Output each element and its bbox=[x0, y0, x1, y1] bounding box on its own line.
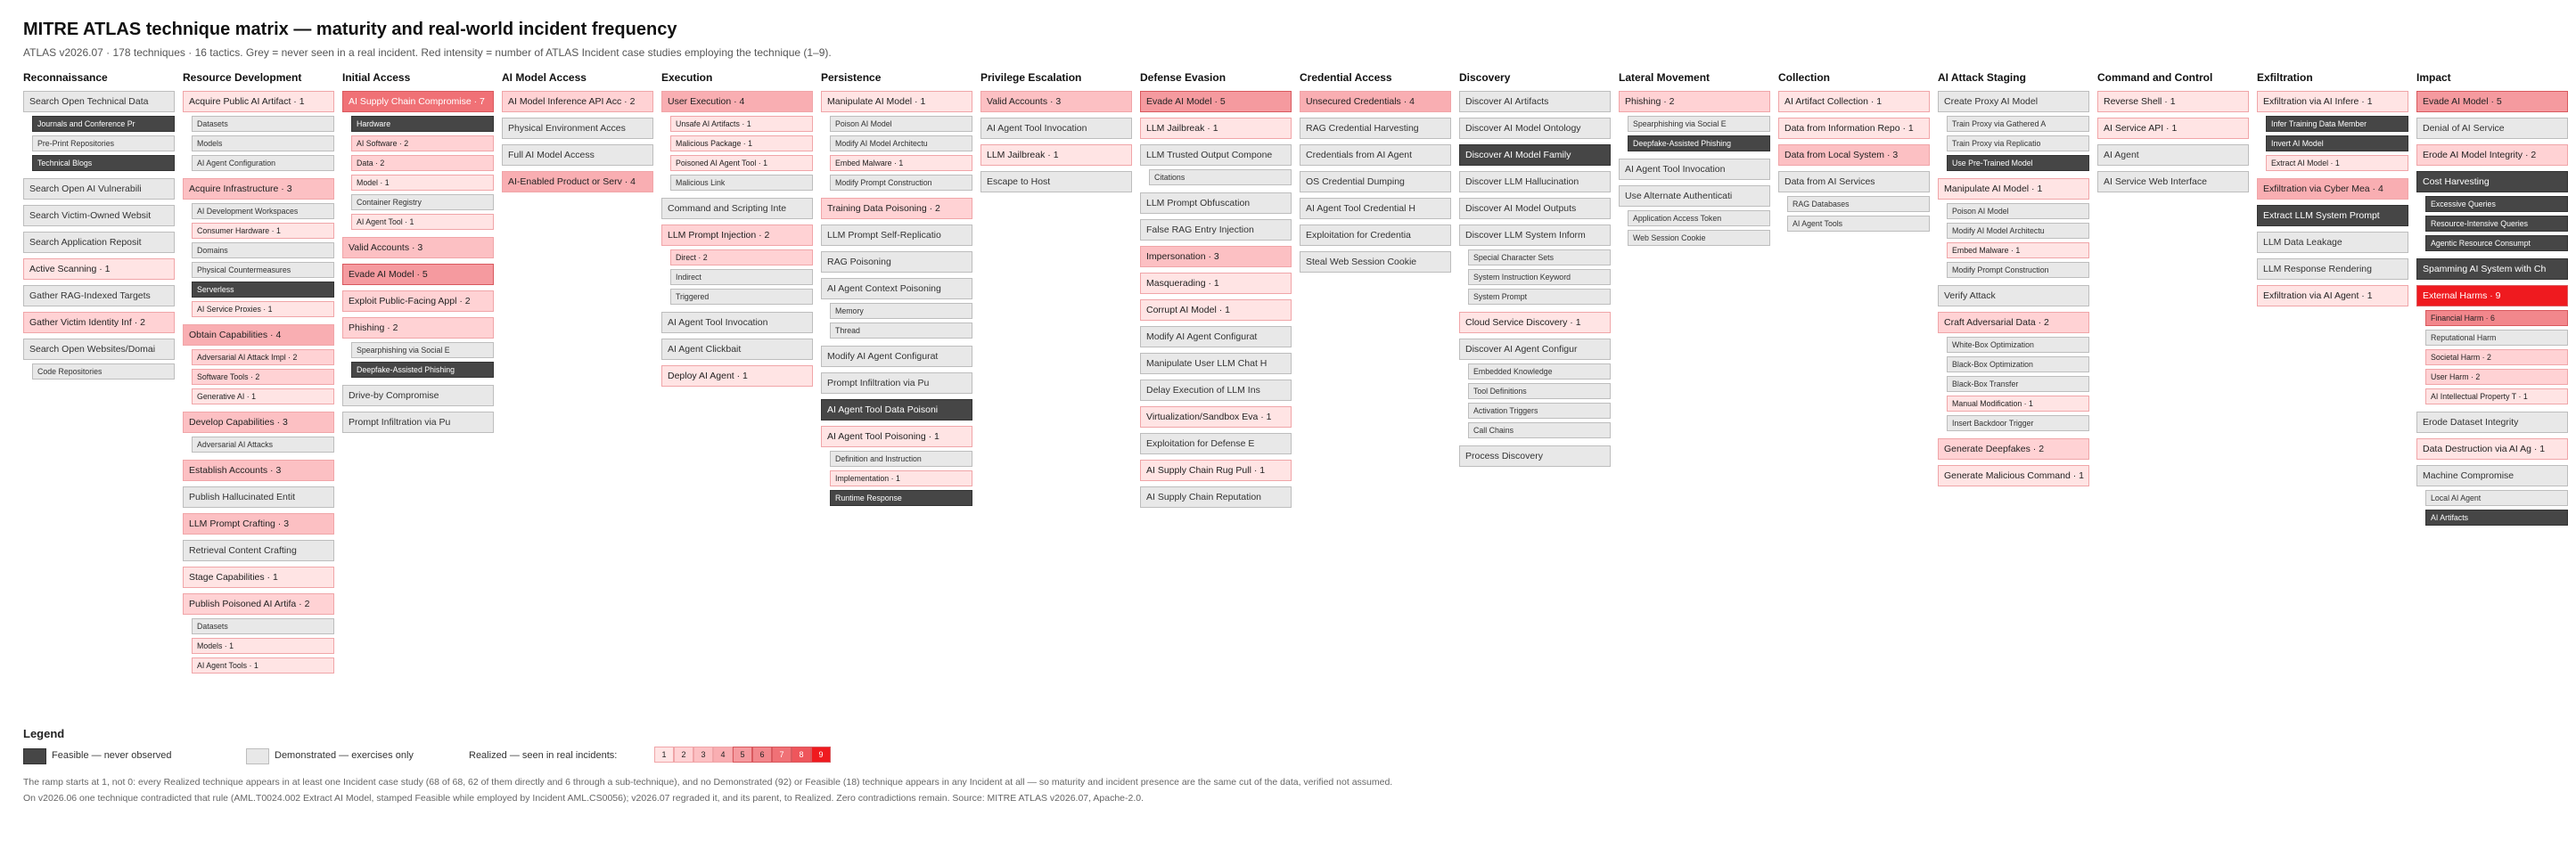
technique-cell: AI Agent Tool Data Poisoni bbox=[821, 399, 972, 420]
technique-cell: Exploitation for Defense E bbox=[1140, 433, 1292, 454]
tactic-header: Privilege Escalation bbox=[980, 71, 1082, 84]
subtechnique-cell: Direct · 2 bbox=[670, 249, 813, 265]
subtechnique-cell: AI Agent Configuration bbox=[192, 155, 334, 171]
technique-cell: Evade AI Model · 5 bbox=[2416, 91, 2568, 112]
subtechnique-cell: Agentic Resource Consumpt bbox=[2425, 235, 2568, 251]
subtechnique-cell: Consumer Hardware · 1 bbox=[192, 223, 334, 239]
tactic-header: Discovery bbox=[1459, 71, 1511, 84]
tactic-header: Exfiltration bbox=[2257, 71, 2313, 84]
footnote-2: On v2026.06 one technique contradicted that rule (AML.T0024.002 Extract AI Model, stamped Feasible while employed by Incident AML.CS0056); v2026.07 regraded it, and its parent, to Realized. Zero contradictions remain. Source: MITRE ATLAS v2026.07, Apache-2.0. bbox=[23, 793, 1144, 804]
technique-cell: Discover LLM System Inform bbox=[1459, 225, 1611, 246]
subtechnique-cell: AI Software · 2 bbox=[351, 135, 494, 151]
subtechnique-cell: Data · 2 bbox=[351, 155, 494, 171]
legend-ramp-cell: 2 bbox=[674, 747, 693, 763]
technique-cell: Discover AI Artifacts bbox=[1459, 91, 1611, 112]
technique-cell: Cost Harvesting bbox=[2416, 171, 2568, 192]
legend-ramp-cell: 4 bbox=[713, 747, 733, 763]
subtechnique-cell: Resource-Intensive Queries bbox=[2425, 216, 2568, 232]
tactic-header: Impact bbox=[2416, 71, 2451, 84]
subtechnique-cell: Infer Training Data Member bbox=[2266, 116, 2408, 132]
technique-cell: Discover AI Model Outputs bbox=[1459, 198, 1611, 219]
subtechnique-cell: Poison AI Model bbox=[830, 116, 972, 132]
subtechnique-cell: Modify Prompt Construction bbox=[830, 175, 972, 191]
technique-cell: Evade AI Model · 5 bbox=[342, 264, 494, 285]
subtechnique-cell: Runtime Response bbox=[830, 490, 972, 506]
technique-cell: AI Agent Tool Credential H bbox=[1300, 198, 1451, 219]
technique-cell: Establish Accounts · 3 bbox=[183, 460, 334, 481]
subtechnique-cell: AI Artifacts bbox=[2425, 510, 2568, 526]
subtechnique-cell: System Instruction Keyword bbox=[1468, 269, 1611, 285]
subtechnique-cell: Special Character Sets bbox=[1468, 249, 1611, 265]
technique-cell: Deploy AI Agent · 1 bbox=[661, 365, 813, 387]
technique-cell: Acquire Public AI Artifact · 1 bbox=[183, 91, 334, 112]
technique-cell: AI Supply Chain Rug Pull · 1 bbox=[1140, 460, 1292, 481]
technique-cell: Discover AI Model Family bbox=[1459, 144, 1611, 166]
subtechnique-cell: AI Agent Tool · 1 bbox=[351, 214, 494, 230]
subtechnique-cell: Extract AI Model · 1 bbox=[2266, 155, 2408, 171]
subtechnique-cell: Call Chains bbox=[1468, 422, 1611, 438]
technique-cell: Manipulate User LLM Chat H bbox=[1140, 353, 1292, 374]
subtechnique-cell: Container Registry bbox=[351, 194, 494, 210]
tactic-header: Lateral Movement bbox=[1619, 71, 1710, 84]
technique-cell: Use Alternate Authenticati bbox=[1619, 185, 1770, 207]
subtechnique-cell: Adversarial AI Attacks bbox=[192, 437, 334, 453]
technique-cell: Stage Capabilities · 1 bbox=[183, 567, 334, 588]
technique-cell: Exfiltration via AI Infere · 1 bbox=[2257, 91, 2408, 112]
technique-cell: Search Open AI Vulnerabili bbox=[23, 178, 175, 200]
subtechnique-cell: Deepfake-Assisted Phishing bbox=[1628, 135, 1770, 151]
subtechnique-cell: Modify AI Model Architectu bbox=[1947, 223, 2089, 239]
legend-ramp-cell: 1 bbox=[654, 747, 674, 763]
subtechnique-cell: Software Tools · 2 bbox=[192, 369, 334, 385]
subtechnique-cell: AI Intellectual Property T · 1 bbox=[2425, 388, 2568, 404]
technique-cell: AI Agent Context Poisoning bbox=[821, 278, 972, 299]
technique-cell: Cloud Service Discovery · 1 bbox=[1459, 312, 1611, 333]
legend-swatch-feasible bbox=[23, 748, 46, 764]
technique-cell: AI Agent Tool Invocation bbox=[1619, 159, 1770, 180]
technique-cell: LLM Jailbreak · 1 bbox=[980, 144, 1132, 166]
technique-cell: AI Artifact Collection · 1 bbox=[1778, 91, 1930, 112]
tactic-column-persistence bbox=[821, 71, 972, 513]
subtechnique-cell: Financial Harm · 6 bbox=[2425, 310, 2568, 326]
subtechnique-cell: Models bbox=[192, 135, 334, 151]
subtechnique-cell: Societal Harm · 2 bbox=[2425, 349, 2568, 365]
tactic-column-execution bbox=[661, 71, 813, 392]
legend-ramp-cell: 8 bbox=[792, 747, 811, 763]
subtechnique-cell: Embedded Knowledge bbox=[1468, 363, 1611, 380]
subtechnique-cell: Indirect bbox=[670, 269, 813, 285]
subtechnique-cell: Domains bbox=[192, 242, 334, 258]
legend-ramp-cell: 7 bbox=[772, 747, 792, 763]
tactic-header: Command and Control bbox=[2097, 71, 2213, 84]
chart-title: MITRE ATLAS technique matrix — maturity and real-world incident frequency bbox=[23, 20, 677, 39]
tactic-column-command-and-control bbox=[2097, 71, 2249, 198]
subtechnique-cell: Insert Backdoor Trigger bbox=[1947, 415, 2089, 431]
technique-cell: Machine Compromise bbox=[2416, 465, 2568, 486]
technique-cell: Spamming AI System with Ch bbox=[2416, 258, 2568, 280]
subtechnique-cell: Serverless bbox=[192, 282, 334, 298]
tactic-column-ai-model-access bbox=[502, 71, 653, 198]
subtechnique-cell: Reputational Harm bbox=[2425, 330, 2568, 346]
technique-cell: Exfiltration via AI Agent · 1 bbox=[2257, 285, 2408, 306]
technique-cell: Credentials from AI Agent bbox=[1300, 144, 1451, 166]
technique-cell: AI Service API · 1 bbox=[2097, 118, 2249, 139]
subtechnique-cell: White-Box Optimization bbox=[1947, 337, 2089, 353]
technique-cell: AI Service Web Interface bbox=[2097, 171, 2249, 192]
technique-cell: LLM Data Leakage bbox=[2257, 232, 2408, 253]
subtechnique-cell: Malicious Package · 1 bbox=[670, 135, 813, 151]
technique-cell: Search Application Reposit bbox=[23, 232, 175, 253]
tactic-header: Credential Access bbox=[1300, 71, 1392, 84]
technique-cell: AI Model Inference API Acc · 2 bbox=[502, 91, 653, 112]
technique-cell: Publish Hallucinated Entit bbox=[183, 486, 334, 508]
subtechnique-cell: Memory bbox=[830, 303, 972, 319]
legend-ramp-cell: 5 bbox=[733, 747, 752, 763]
subtechnique-cell: Unsafe AI Artifacts · 1 bbox=[670, 116, 813, 132]
tactic-column-resource-development bbox=[183, 71, 334, 681]
tactic-column-initial-access bbox=[342, 71, 494, 438]
tactic-header: AI Attack Staging bbox=[1938, 71, 2026, 84]
legend-title: Legend bbox=[23, 727, 65, 740]
technique-cell: Training Data Poisoning · 2 bbox=[821, 198, 972, 219]
subtechnique-cell: Generative AI · 1 bbox=[192, 388, 334, 404]
technique-cell: Process Discovery bbox=[1459, 445, 1611, 467]
technique-cell: External Harms · 9 bbox=[2416, 285, 2568, 306]
subtechnique-cell: Application Access Token bbox=[1628, 210, 1770, 226]
subtechnique-cell: RAG Databases bbox=[1787, 196, 1930, 212]
technique-cell: LLM Prompt Injection · 2 bbox=[661, 225, 813, 246]
technique-cell: Manipulate AI Model · 1 bbox=[1938, 178, 2089, 200]
subtechnique-cell: Pre-Print Repositories bbox=[32, 135, 175, 151]
technique-cell: Exploit Public-Facing Appl · 2 bbox=[342, 290, 494, 312]
technique-cell: Valid Accounts · 3 bbox=[342, 237, 494, 258]
subtechnique-cell: Excessive Queries bbox=[2425, 196, 2568, 212]
subtechnique-cell: AI Agent Tools · 1 bbox=[192, 657, 334, 674]
subtechnique-cell: AI Service Proxies · 1 bbox=[192, 301, 334, 317]
technique-cell: LLM Prompt Self-Replicatio bbox=[821, 225, 972, 246]
subtechnique-cell: Poisoned AI Agent Tool · 1 bbox=[670, 155, 813, 171]
subtechnique-cell: Invert AI Model bbox=[2266, 135, 2408, 151]
technique-cell: Publish Poisoned AI Artifa · 2 bbox=[183, 593, 334, 615]
technique-cell: Extract LLM System Prompt bbox=[2257, 205, 2408, 226]
technique-cell: Modify AI Agent Configurat bbox=[821, 346, 972, 367]
tactic-header: Resource Development bbox=[183, 71, 302, 84]
legend-label-realized: Realized — seen in real incidents: bbox=[469, 750, 618, 761]
technique-cell: Retrieval Content Crafting bbox=[183, 540, 334, 561]
tactic-header: Execution bbox=[661, 71, 713, 84]
technique-cell: Exfiltration via Cyber Mea · 4 bbox=[2257, 178, 2408, 200]
tactic-header: Initial Access bbox=[342, 71, 411, 84]
subtechnique-cell: Adversarial AI Attack Impl · 2 bbox=[192, 349, 334, 365]
technique-cell: Masquerading · 1 bbox=[1140, 273, 1292, 294]
technique-cell: Acquire Infrastructure · 3 bbox=[183, 178, 334, 200]
technique-cell: False RAG Entry Injection bbox=[1140, 219, 1292, 241]
technique-cell: LLM Trusted Output Compone bbox=[1140, 144, 1292, 166]
tactic-header: Reconnaissance bbox=[23, 71, 108, 84]
tactic-column-exfiltration bbox=[2257, 71, 2408, 312]
subtechnique-cell: Spearphishing via Social E bbox=[1628, 116, 1770, 132]
tactic-column-privilege-escalation bbox=[980, 71, 1132, 198]
tactic-column-defense-evasion bbox=[1140, 71, 1292, 513]
subtechnique-cell: Spearphishing via Social E bbox=[351, 342, 494, 358]
technique-cell: User Execution · 4 bbox=[661, 91, 813, 112]
technique-cell: Data from Information Repo · 1 bbox=[1778, 118, 1930, 139]
subtechnique-cell: Black-Box Optimization bbox=[1947, 356, 2089, 372]
technique-cell: Erode AI Model Integrity · 2 bbox=[2416, 144, 2568, 166]
technique-cell: AI-Enabled Product or Serv · 4 bbox=[502, 171, 653, 192]
subtechnique-cell: Thread bbox=[830, 323, 972, 339]
subtechnique-cell: Use Pre-Trained Model bbox=[1947, 155, 2089, 171]
technique-cell: Command and Scripting Inte bbox=[661, 198, 813, 219]
technique-cell: Steal Web Session Cookie bbox=[1300, 251, 1451, 273]
technique-cell: RAG Credential Harvesting bbox=[1300, 118, 1451, 139]
subtechnique-cell: AI Agent Tools bbox=[1787, 216, 1930, 232]
technique-cell: RAG Poisoning bbox=[821, 251, 972, 273]
tactic-header: Defense Evasion bbox=[1140, 71, 1226, 84]
chart-subtitle: ATLAS v2026.07 · 178 techniques · 16 tactics. Grey = never seen in a real incident. Red intensity = number of ATLAS Incident case studies employing the technique (1–9). bbox=[23, 46, 832, 59]
technique-cell: AI Supply Chain Reputation bbox=[1140, 486, 1292, 508]
tactic-header: Collection bbox=[1778, 71, 1831, 84]
technique-cell: Reverse Shell · 1 bbox=[2097, 91, 2249, 112]
technique-cell: Verify Attack bbox=[1938, 285, 2089, 306]
technique-cell: Active Scanning · 1 bbox=[23, 258, 175, 280]
technique-cell: Physical Environment Acces bbox=[502, 118, 653, 139]
subtechnique-cell: Train Proxy via Replicatio bbox=[1947, 135, 2089, 151]
technique-cell: Virtualization/Sandbox Eva · 1 bbox=[1140, 406, 1292, 428]
technique-cell: Discover AI Agent Configur bbox=[1459, 339, 1611, 360]
technique-cell: Erode Dataset Integrity bbox=[2416, 412, 2568, 433]
tactic-column-discovery bbox=[1459, 71, 1611, 472]
tactic-column-ai-attack-staging bbox=[1938, 71, 2089, 492]
technique-cell: AI Supply Chain Compromise · 7 bbox=[342, 91, 494, 112]
technique-cell: Valid Accounts · 3 bbox=[980, 91, 1132, 112]
technique-cell: AI Agent Clickbait bbox=[661, 339, 813, 360]
technique-cell: Phishing · 2 bbox=[342, 317, 494, 339]
subtechnique-cell: Modify Prompt Construction bbox=[1947, 262, 2089, 278]
technique-cell: Create Proxy AI Model bbox=[1938, 91, 2089, 112]
legend-label-demonstrated: Demonstrated — exercises only bbox=[275, 750, 414, 761]
tactic-column-reconnaissance bbox=[23, 71, 175, 387]
technique-cell: LLM Prompt Obfuscation bbox=[1140, 192, 1292, 214]
subtechnique-cell: AI Development Workspaces bbox=[192, 203, 334, 219]
technique-cell: Escape to Host bbox=[980, 171, 1132, 192]
technique-cell: Discover LLM Hallucination bbox=[1459, 171, 1611, 192]
subtechnique-cell: Definition and Instruction bbox=[830, 451, 972, 467]
technique-cell: Craft Adversarial Data · 2 bbox=[1938, 312, 2089, 333]
subtechnique-cell: Physical Countermeasures bbox=[192, 262, 334, 278]
subtechnique-cell: Technical Blogs bbox=[32, 155, 175, 171]
legend-label-feasible: Feasible — never observed bbox=[52, 750, 172, 761]
subtechnique-cell: Datasets bbox=[192, 618, 334, 634]
tactic-column-collection bbox=[1778, 71, 1930, 239]
subtechnique-cell: Citations bbox=[1149, 169, 1292, 185]
technique-cell: AI Agent Tool Invocation bbox=[980, 118, 1132, 139]
subtechnique-cell: Local AI Agent bbox=[2425, 490, 2568, 506]
subtechnique-cell: Modify AI Model Architectu bbox=[830, 135, 972, 151]
technique-cell: Develop Capabilities · 3 bbox=[183, 412, 334, 433]
subtechnique-cell: Datasets bbox=[192, 116, 334, 132]
subtechnique-cell: Web Session Cookie bbox=[1628, 230, 1770, 246]
technique-cell: Data from AI Services bbox=[1778, 171, 1930, 192]
tactic-header: AI Model Access bbox=[502, 71, 587, 84]
technique-cell: AI Agent bbox=[2097, 144, 2249, 166]
subtechnique-cell: Poison AI Model bbox=[1947, 203, 2089, 219]
technique-cell: AI Agent Tool Invocation bbox=[661, 312, 813, 333]
technique-cell: Discover AI Model Ontology bbox=[1459, 118, 1611, 139]
technique-cell: Gather Victim Identity Inf · 2 bbox=[23, 312, 175, 333]
subtechnique-cell: Model · 1 bbox=[351, 175, 494, 191]
legend-ramp-cell: 9 bbox=[811, 747, 831, 763]
technique-cell: OS Credential Dumping bbox=[1300, 171, 1451, 192]
technique-cell: Full AI Model Access bbox=[502, 144, 653, 166]
technique-cell: Manipulate AI Model · 1 bbox=[821, 91, 972, 112]
subtechnique-cell: Malicious Link bbox=[670, 175, 813, 191]
subtechnique-cell: Triggered bbox=[670, 289, 813, 305]
tactic-header: Persistence bbox=[821, 71, 882, 84]
tactic-column-impact bbox=[2416, 71, 2568, 533]
subtechnique-cell: Activation Triggers bbox=[1468, 403, 1611, 419]
technique-cell: Data from Local System · 3 bbox=[1778, 144, 1930, 166]
subtechnique-cell: Journals and Conference Pr bbox=[32, 116, 175, 132]
subtechnique-cell: Black-Box Transfer bbox=[1947, 376, 2089, 392]
technique-cell: Impersonation · 3 bbox=[1140, 246, 1292, 267]
technique-cell: Corrupt AI Model · 1 bbox=[1140, 299, 1292, 321]
technique-cell: Modify AI Agent Configurat bbox=[1140, 326, 1292, 347]
subtechnique-cell: Code Repositories bbox=[32, 363, 175, 380]
subtechnique-cell: Manual Modification · 1 bbox=[1947, 396, 2089, 412]
subtechnique-cell: Train Proxy via Gathered A bbox=[1947, 116, 2089, 132]
technique-cell: Obtain Capabilities · 4 bbox=[183, 324, 334, 346]
subtechnique-cell: System Prompt bbox=[1468, 289, 1611, 305]
tactic-column-credential-access bbox=[1300, 71, 1451, 278]
legend-ramp-cell: 6 bbox=[752, 747, 772, 763]
technique-cell: Prompt Infiltration via Pu bbox=[821, 372, 972, 394]
technique-cell: Search Open Websites/Domai bbox=[23, 339, 175, 360]
technique-cell: Unsecured Credentials · 4 bbox=[1300, 91, 1451, 112]
technique-cell: LLM Prompt Crafting · 3 bbox=[183, 513, 334, 535]
technique-cell: Evade AI Model · 5 bbox=[1140, 91, 1292, 112]
legend-ramp-cell: 3 bbox=[693, 747, 713, 763]
subtechnique-cell: Models · 1 bbox=[192, 638, 334, 654]
technique-cell: Search Victim-Owned Websit bbox=[23, 205, 175, 226]
technique-cell: Prompt Infiltration via Pu bbox=[342, 412, 494, 433]
subtechnique-cell: Implementation · 1 bbox=[830, 470, 972, 486]
technique-cell: Generate Deepfakes · 2 bbox=[1938, 438, 2089, 460]
tactic-column-lateral-movement bbox=[1619, 71, 1770, 253]
technique-cell: Exploitation for Credentia bbox=[1300, 225, 1451, 246]
subtechnique-cell: Tool Definitions bbox=[1468, 383, 1611, 399]
technique-cell: Delay Execution of LLM Ins bbox=[1140, 380, 1292, 401]
technique-cell: Search Open Technical Data bbox=[23, 91, 175, 112]
technique-cell: Data Destruction via AI Ag · 1 bbox=[2416, 438, 2568, 460]
subtechnique-cell: Embed Malware · 1 bbox=[830, 155, 972, 171]
technique-cell: Denial of AI Service bbox=[2416, 118, 2568, 139]
subtechnique-cell: User Harm · 2 bbox=[2425, 369, 2568, 385]
technique-cell: AI Agent Tool Poisoning · 1 bbox=[821, 426, 972, 447]
technique-cell: Generate Malicious Command · 1 bbox=[1938, 465, 2089, 486]
subtechnique-cell: Hardware bbox=[351, 116, 494, 132]
subtechnique-cell: Embed Malware · 1 bbox=[1947, 242, 2089, 258]
technique-cell: Gather RAG-Indexed Targets bbox=[23, 285, 175, 306]
technique-cell: LLM Response Rendering bbox=[2257, 258, 2408, 280]
footnote-1: The ramp starts at 1, not 0: every Realized technique appears in at least one Incident case study (68 of 68, 62 of them directly and 6 through a sub-technique), and no Demonstrated (92) or Feasible (18) technique appears in any Incident at all — so maturity and incident presence are the same cut of the data, verified not assumed. bbox=[23, 777, 1393, 788]
technique-cell: Phishing · 2 bbox=[1619, 91, 1770, 112]
subtechnique-cell: Deepfake-Assisted Phishing bbox=[351, 362, 494, 378]
technique-cell: Drive-by Compromise bbox=[342, 385, 494, 406]
legend-swatch-demonstrated bbox=[246, 748, 269, 764]
technique-cell: LLM Jailbreak · 1 bbox=[1140, 118, 1292, 139]
